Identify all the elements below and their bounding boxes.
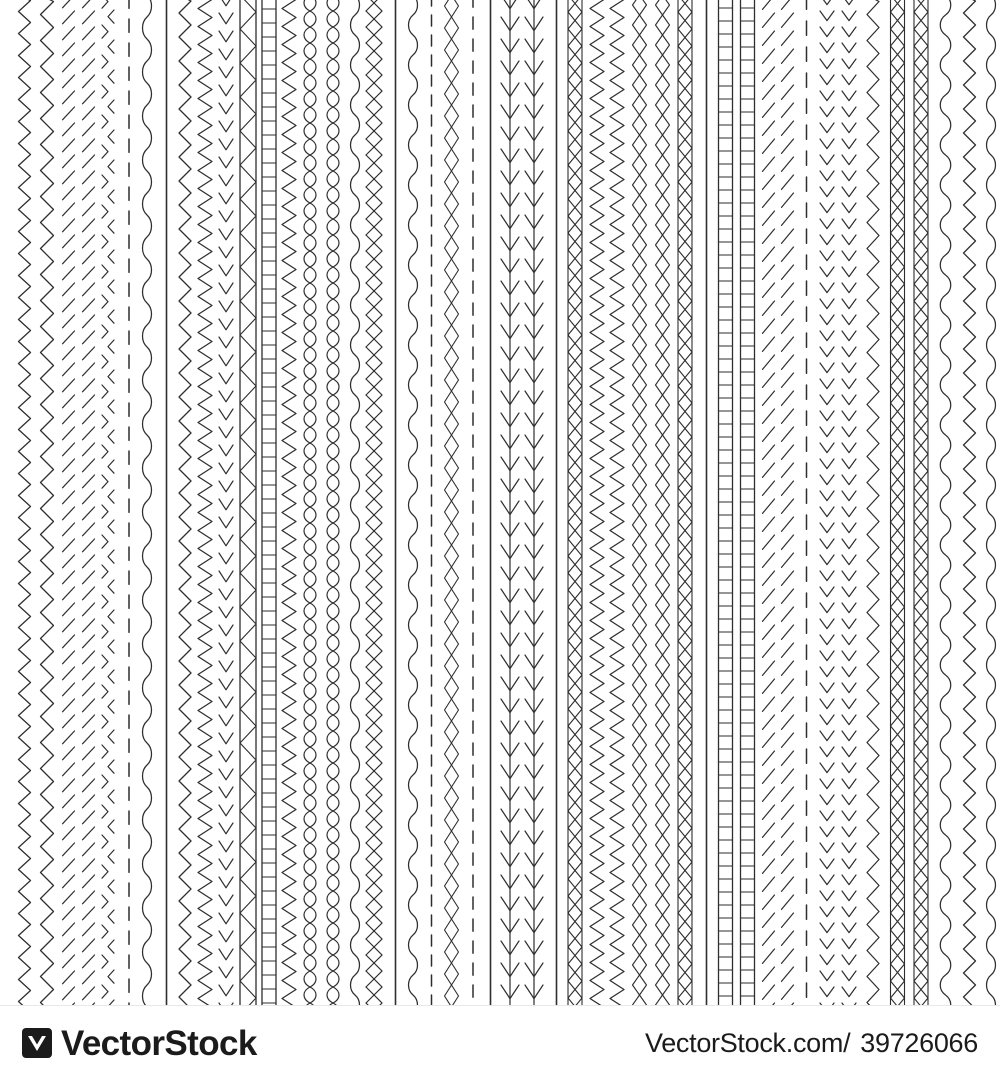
footer-asset-id: 39726066 <box>860 1027 978 1058</box>
footer-meta <box>645 1028 978 1059</box>
footer-url: VectorStock.com/ <box>644 1027 851 1058</box>
stock-footer <box>0 1005 1000 1080</box>
vectorstock-logo-icon <box>22 1028 52 1058</box>
brand-name: VectorStock <box>61 1023 257 1063</box>
brand <box>22 1023 257 1063</box>
